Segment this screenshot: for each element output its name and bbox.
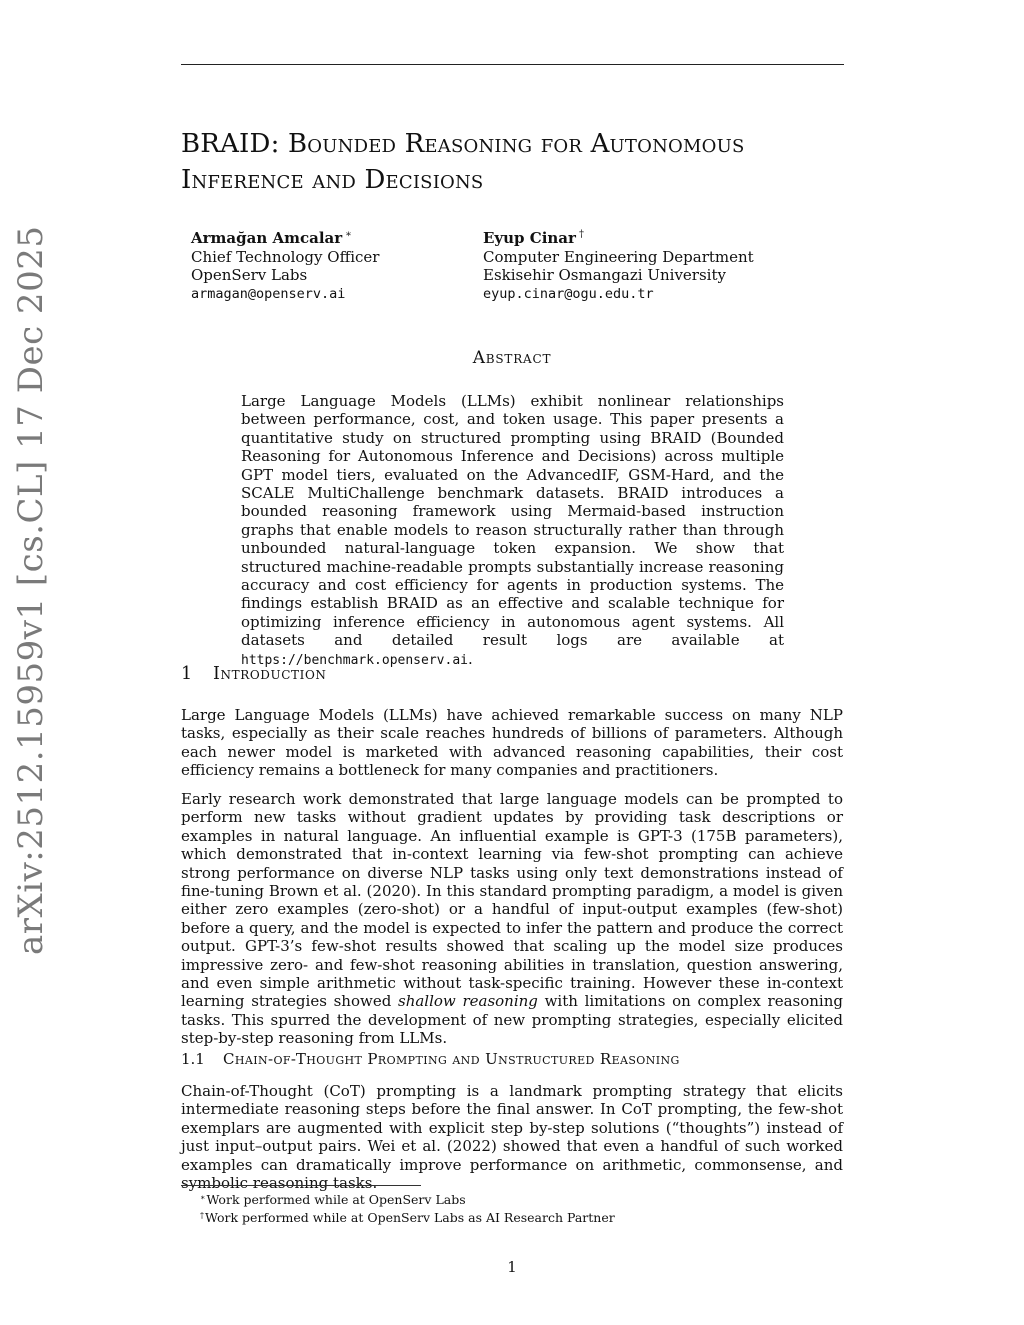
arxiv-identifier-stamp: arXiv:2512.15959v1 [cs.CL] 17 Dec 2025 — [11, 225, 51, 955]
intro-paragraph-2 — [181, 790, 843, 1048]
intro-paragraph-1: Large Language Models (LLMs) have achieved remarkable success on many NLP tasks, especially as their scale reaches hundreds of billions of parameters. Although each newer model is marketed with advanced reasoning capabilities, their cost efficiency remains a bottleneck for many companies and practitioners. — [181, 706, 843, 780]
abstract-text: Large Language Models (LLMs) exhibit nonlinear relationships between performance, cost, and token usage. This paper presents a quantitative study on structured prompting using BRAID (Bounded Reasoning for Autonomous Inference and Decisions) across multiple GPT model tiers, evaluated on the AdvancedIF, GSM-Hard, and the SCALE MultiChallenge benchmark datasets. BRAID introduces a bounded reasoning framework using Mermaid-based instruction graphs that enable models to reason structurally rather than through unbounded natural-language token expansion. We show that structured machine-readable prompts substantially increase reasoning accuracy and cost efficiency for agents in production systems. The findings establish BRAID as an effective and scalable technique for optimizing inference efficiency in autonomous agent systems. All datasets and detailed result logs are available at — [241, 392, 784, 650]
author-affiliation: OpenServ Labs — [191, 266, 308, 284]
section-heading-introduction — [181, 664, 327, 684]
author-name — [191, 226, 379, 248]
abstract-url-link[interactable]: https://benchmark.openserv.ai — [241, 652, 468, 668]
author-footnote-mark: † — [578, 229, 584, 240]
author-role: Computer Engineering Department — [483, 247, 754, 266]
section-title: Introduction — [213, 664, 327, 684]
author-name — [483, 226, 754, 248]
author-block-1 — [191, 226, 379, 303]
author-role: Chief Technology Officer — [191, 247, 380, 266]
abstract-heading: Abstract — [472, 348, 552, 368]
footnote-1 — [200, 1190, 466, 1208]
title-line-2: Inference and Decisions — [181, 165, 484, 195]
subsection-number: 1.1 — [181, 1050, 205, 1068]
page-number: 1 — [507, 1258, 517, 1276]
footnote-mark: ∗ — [200, 1193, 206, 1202]
intro-emphasis: shallow reasoning — [398, 992, 538, 1011]
abstract-end: . — [467, 649, 473, 668]
footnote-text: Work performed while at OpenServ Labs — [206, 1192, 466, 1207]
author-email[interactable]: armagan@openserv.ai — [191, 285, 346, 302]
title-line-1: BRAID: Bounded Reasoning for Autonomous — [181, 129, 745, 159]
intro-paragraph-2-text-a: Early research work demonstrated that large language models can be prompted to perform new tasks without gradient updates by providing task descriptions or examples in natural language. An influential example is GPT-3 (175B parameters), which demonstrated that in-context learning via few-shot prompting can achieve strong performance on diverse NLP tasks using only text demonstrations instead of fine-tuning Brown et al. (2020). In this standard prompting paradigm, a model is given either zero examples (zero-shot) or a handful of input-output examples (few-shot) before a query, and the model is expected to infer the pattern and produce the correct output. GPT-3’s few-shot results showed that scaling up the model size produces impressive zero- and few-shot reasoning abilities in translation, question answering, and even simple arithmetic without task-specific training. However these in-context learning strategies showed — [181, 790, 843, 1011]
footnote-mark: † — [200, 1211, 204, 1220]
footnote-text: Work performed while at OpenServ Labs as AI Research Partner — [205, 1210, 615, 1225]
author-name-text: Armağan Amcalar — [191, 229, 343, 247]
author-block-2 — [483, 226, 754, 303]
abstract-body — [241, 392, 784, 670]
author-name-text: Eyup Cinar — [483, 229, 576, 247]
header-rule — [181, 64, 844, 65]
cot-paragraph: Chain-of-Thought (CoT) prompting is a landmark prompting strategy that elicits intermediate reasoning steps before the final answer. In CoT prompting, the few-shot exemplars are augmented with explicit step by-step solutions (“thoughts”) instead of just input–output pairs. Wei et al. (2022) showed that even a handful of such worked examples can dramatically improve performance on arithmetic, commonsense, and symbolic reasoning tasks. — [181, 1082, 843, 1193]
subsection-title: Chain-of-Thought Prompting and Unstructured Reasoning — [223, 1050, 680, 1068]
intro-paragraph-2-text-b: with limitations on complex reasoning tasks. This spurred the development of new prompting strategies, especially elicited step-by-step reasoning from LLMs. — [181, 992, 843, 1048]
footnote-rule — [181, 1185, 421, 1186]
footnote-2 — [200, 1208, 615, 1226]
section-number: 1 — [181, 664, 193, 684]
subsection-heading-cot — [181, 1050, 680, 1068]
author-footnote-mark: ∗ — [345, 229, 352, 240]
author-email[interactable]: eyup.cinar@ogu.edu.tr — [483, 285, 654, 302]
paper-title — [181, 126, 851, 198]
author-affiliation: Eskisehir Osmangazi University — [483, 266, 726, 284]
